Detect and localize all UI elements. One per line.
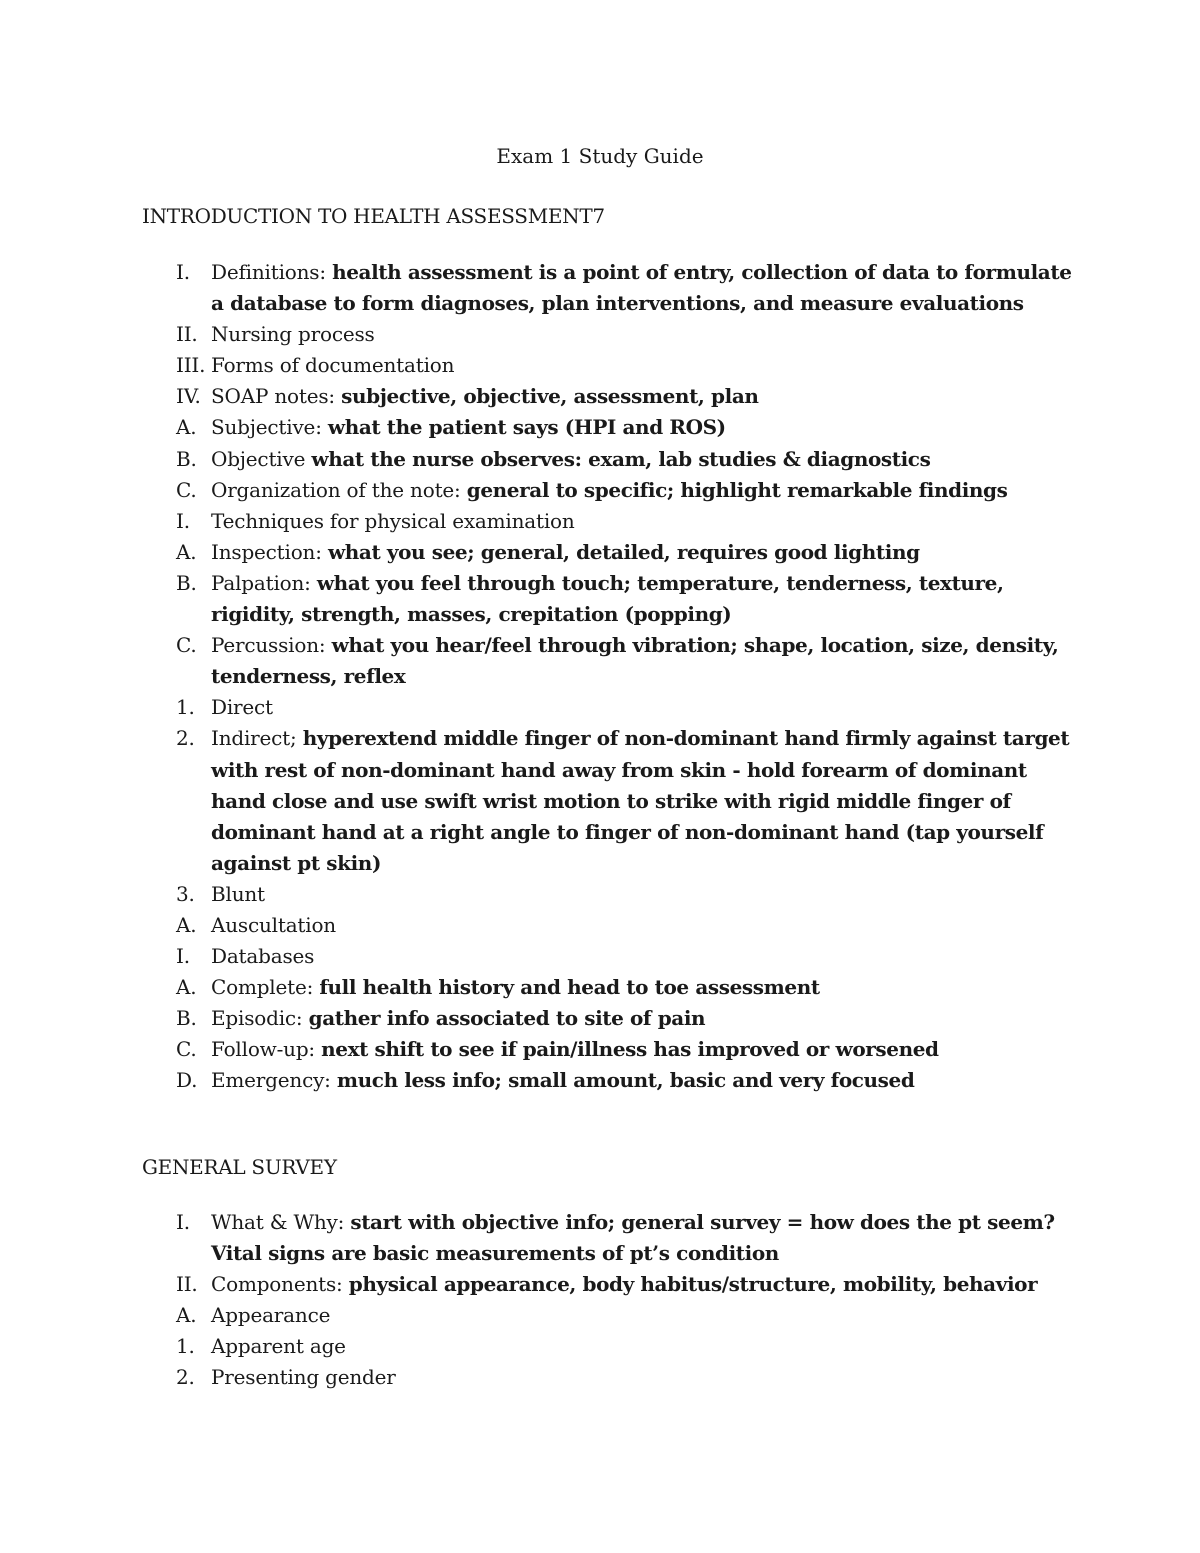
outline-item	[142, 412, 1072, 443]
outline-item	[142, 941, 1072, 972]
outline-marker: B.	[176, 1006, 197, 1031]
outline-marker: 1.	[176, 695, 195, 720]
outline-item	[142, 1034, 1072, 1065]
outline-list-general-survey	[142, 1207, 1072, 1394]
outline-item	[142, 537, 1072, 568]
outline-item-label: Episodic:	[211, 1006, 309, 1031]
outline-item	[142, 568, 1072, 630]
outline-marker: 3.	[176, 881, 195, 906]
outline-marker: B.	[176, 446, 197, 471]
outline-item	[142, 444, 1072, 475]
outline-item-label: Objective	[211, 446, 312, 471]
outline-item	[142, 910, 1072, 941]
outline-marker: A.	[176, 415, 197, 440]
outline-item-detail: what you see; general, detailed, requires good lighting	[327, 539, 920, 564]
outline-item-detail: what the nurse observes: exam, lab studies & diagnostics	[311, 446, 931, 471]
outline-item-label: Indirect;	[211, 726, 303, 751]
outline-item	[142, 350, 1072, 381]
section-heading-general-survey: GENERAL SURVEY	[142, 1155, 337, 1179]
outline-item-label: Auscultation	[211, 912, 336, 937]
outline-item-detail: much less info; small amount, basic and very focused	[336, 1068, 915, 1093]
outline-marker: 2.	[176, 726, 195, 751]
outline-item-label: Palpation:	[211, 570, 317, 595]
outline-item	[142, 723, 1072, 878]
outline-item	[142, 1207, 1072, 1269]
outline-marker: A.	[176, 912, 197, 937]
outline-marker: C.	[176, 633, 197, 658]
outline-marker: A.	[176, 539, 197, 564]
outline-item	[142, 1300, 1072, 1331]
outline-marker: A.	[176, 975, 197, 1000]
outline-item	[142, 630, 1072, 692]
outline-item	[142, 1269, 1072, 1300]
outline-item-label: What & Why:	[211, 1210, 351, 1234]
outline-item	[142, 1065, 1072, 1096]
outline-marker: A.	[176, 1303, 197, 1328]
outline-item-detail: general to specific; highlight remarkable findings	[466, 477, 1008, 502]
outline-item-detail: subjective, objective, assessment, plan	[341, 384, 759, 409]
outline-item	[142, 475, 1072, 506]
outline-item-label: Apparent age	[211, 1334, 346, 1359]
outline-marker: IV.	[176, 384, 201, 409]
outline-marker: II.	[176, 322, 198, 347]
outline-item	[142, 1331, 1072, 1362]
outline-marker: I.	[176, 508, 190, 533]
outline-marker: III.	[176, 353, 206, 378]
outline-item-label: Inspection:	[211, 539, 328, 564]
outline-item-label: Techniques for physical examination	[211, 508, 575, 533]
outline-item	[142, 506, 1072, 537]
outline-item-label: Complete:	[211, 975, 320, 1000]
outline-item-detail: gather info associated to site of pain	[308, 1006, 706, 1031]
outline-item-detail: full health history and head to toe assessment	[319, 975, 820, 1000]
outline-marker: 1.	[176, 1334, 195, 1359]
outline-item-label: Blunt	[211, 881, 265, 906]
outline-marker: I.	[176, 260, 190, 284]
outline-marker: II.	[176, 1272, 198, 1297]
document-title: Exam 1 Study Guide	[496, 144, 704, 168]
outline-item-label: Emergency:	[211, 1068, 337, 1093]
outline-marker: I.	[176, 1210, 190, 1234]
outline-item-label: SOAP notes:	[211, 384, 342, 409]
outline-item-label: Nursing process	[211, 322, 375, 347]
outline-marker: C.	[176, 477, 197, 502]
outline-item-label: Organization of the note:	[211, 477, 467, 502]
outline-item-label: Components:	[211, 1272, 349, 1297]
outline-marker: D.	[176, 1068, 198, 1093]
outline-item	[142, 692, 1072, 723]
outline-marker: I.	[176, 944, 190, 969]
outline-item-detail: what you hear/feel through vibration; shape, location, size, density, tenderness, reflex	[211, 633, 1059, 689]
outline-item-detail: hyperextend middle finger of non-dominant hand firmly against target with rest of non-dominant hand away from skin - hold forearm of dominant hand close and use swift wrist motion to strike with rigid middle finger of dominant hand at a right angle to finger of non-dominant hand (tap yourself against pt skin)	[211, 726, 1070, 875]
outline-marker: C.	[176, 1037, 197, 1062]
outline-item	[142, 257, 1072, 319]
outline-item-label: Follow-up:	[211, 1037, 322, 1062]
outline-item	[142, 1003, 1072, 1034]
outline-item-detail: what the patient says (HPI and ROS)	[327, 415, 726, 440]
section-heading-intro: INTRODUCTION TO HEALTH ASSESSMENT7	[142, 204, 605, 228]
outline-item	[142, 319, 1072, 350]
outline-item	[142, 972, 1072, 1003]
outline-list-intro	[142, 257, 1072, 1097]
outline-item-label: Forms of documentation	[211, 353, 455, 378]
outline-item-detail: physical appearance, body habitus/structure, mobility, behavior	[348, 1272, 1038, 1297]
outline-marker: 2.	[176, 1365, 195, 1390]
outline-item	[142, 879, 1072, 910]
outline-item-label: Databases	[211, 944, 315, 969]
outline-item-label: Subjective:	[211, 415, 328, 440]
outline-item	[142, 381, 1072, 412]
outline-item-label: Presenting gender	[211, 1365, 396, 1390]
outline-item-label: Definitions:	[211, 260, 333, 284]
outline-item-detail: start with objective info; general survey = how does the pt seem? Vital signs are basic measurements of pt’s condition	[211, 1210, 1055, 1266]
outline-item-detail: what you feel through touch; temperature, tenderness, texture, rigidity, strength, masses, crepitation (popping)	[211, 570, 1004, 627]
outline-item-label: Appearance	[211, 1303, 331, 1328]
outline-item-detail: next shift to see if pain/illness has improved or worsened	[321, 1037, 939, 1062]
outline-marker: B.	[176, 570, 197, 595]
outline-item	[142, 1362, 1072, 1393]
outline-item-label: Percussion:	[211, 633, 332, 658]
outline-item-detail: health assessment is a point of entry, collection of data to formulate a database to form diagnoses, plan interventions, and measure evaluations	[211, 260, 1072, 316]
outline-item-label: Direct	[211, 695, 273, 720]
